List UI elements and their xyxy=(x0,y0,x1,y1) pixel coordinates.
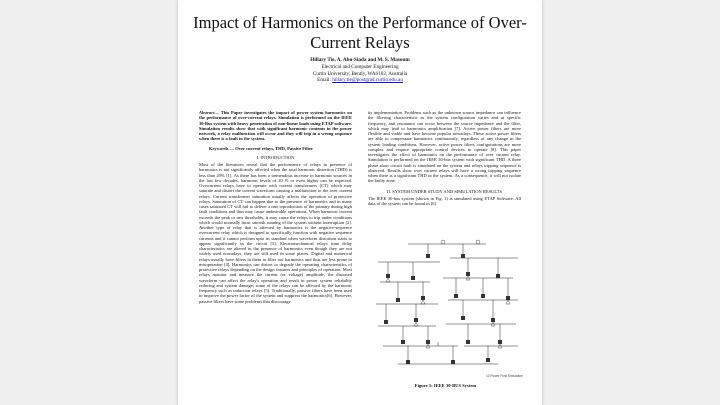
email-line xyxy=(238,77,482,84)
paper-page xyxy=(178,0,542,405)
abstract xyxy=(199,110,352,142)
section-heading-introduction: I. INTRODUCTION xyxy=(256,154,295,160)
bus-lines xyxy=(376,244,518,364)
figure-label: 10 Power Flow Simulation xyxy=(486,374,523,378)
introduction-text: Most of the literatures reveal that the performance of relays in presence of harmonics is not significantly affected when the total harmonic distortion (THD) is less than 20% [1]. As there has been a tremendous increase in harmonic sources in the last few decades, harmonic levels of 20 % or even higher can be expected. Overcurrent relays have to operate with current transformers (CT) which may saturate and distort the current waveform causing a malfunction to the over current relays. Current transformer saturation usually affects the operation of protective relays. Saturation of CT can happen due to the presence of harmonics and in many cases saturated CT will fail to deliver a true reproduction of the primary during high fault conditions and thus may cause undesirable operations. When harmonic current exceeds the peak or rms thresholds, it may cause the relays to trip under conditions which would normally incur smooth running of the system without interruption [2]. Another type of relay that is affected by harmonics is the negative-sequence overcurrent relay which is designed to specifically function with negative sequence currents and it cannot perform upto its standard when waveform distortion starts to appear significantly in the circuit [3]. Electromechanical relays time delay characteristics are altered in the presence of harmonics even though they are not widely used nowadays, they are still used in some places. Digital and numerical relays usually have filters in them to filter out harmonics and thus are less prone to misoperation [4]. Harmonics can distort or degrade the operating characteristics of protective relays depending on the design features and principles of operation. Most relays monitor and measure the current (or voltage) amplitude, the distorted waveform can affect the relay's operation and result in power system reliability reducing and system damage; some of the relays can be affected by the harmonic frequency such as induction relays [5]. Traditionally, passive filters have been used to improve the power factor of the system and suppress the harmonics[6]. However, passive filters have some problems that discourage xyxy=(199,162,352,304)
right-column xyxy=(368,110,521,206)
ieee30-bus-diagram xyxy=(368,238,523,382)
section-heading-system: II. SYSTEM UNDER STUDY AND SIMULATION RESULTS xyxy=(386,188,503,194)
figure-caption: Figure 1: IEEE 30-BUS System xyxy=(414,383,477,388)
keywords: Keywords — Over current relays, THD, Passive Filter xyxy=(209,145,314,151)
abstract-text: This Paper investigates the impact of power system harmonics on the performance of over-current relays. Simulation is performed on the IEEE 30-Bus system with heavy penetration of non-linear loads using ETAP software. Simulation results show that with significant harmonic contents in the power network, a relay malfunction will occur and they will trip in a wrong sequence when there is a fault in the system. xyxy=(199,110,352,142)
system-text: The IEEE 30-bus system (shown in Fig. 1) is simulated using ETAP Software. All data of the system can be found in [6]. xyxy=(368,195,521,206)
paper-title: Impact of Harmonics on the Performance of Over-Current Relays xyxy=(193,13,527,52)
affiliation: Curtin University, Bently, WA6102, Australia xyxy=(312,70,408,77)
abstract-label: Abstract— xyxy=(199,110,220,115)
load-arrows xyxy=(386,240,510,348)
email-link[interactable]: hillary.tie@postgrad.curtin.edu.au xyxy=(332,77,403,84)
equipment-symbols xyxy=(384,254,510,364)
single-line-diagram xyxy=(368,238,523,382)
left-column xyxy=(199,110,352,304)
author-block xyxy=(238,57,482,84)
author-names: Hillary Tie, A. Abu-Siada and M. S. Masoum xyxy=(310,57,410,63)
email-label: Email: xyxy=(317,77,331,84)
department: Electrical and Computer Engineering xyxy=(321,63,399,70)
introduction-continued: its implementation. Problems such as the unknown source impedance can influence the filtering characteristic as the system configuration varies and at specific frequency, anti resonance can occur between the source impedance and the filter, which may lead to harmonics amplification [7]. Active power filters are more flexible and viable and have become popular nowadays. These active power filters are able to compensate harmonics continuously, regardless of any change in the system loading conditions. However, active power filters configurations are more complex and require appropriate control devices to operate [8]. This paper investigates the effect of harmonics on the performance of over current relay. Simulation is performed on the IEEE 30-bus system with significant THD. A three phase short circuit fault is simulated on the system and relays tripping sequence is observed. Results show over current relays will have a wrong tripping sequence when there is a significant THD in the system. As a consequence, it will not isolate the faulty zone. xyxy=(368,110,521,184)
